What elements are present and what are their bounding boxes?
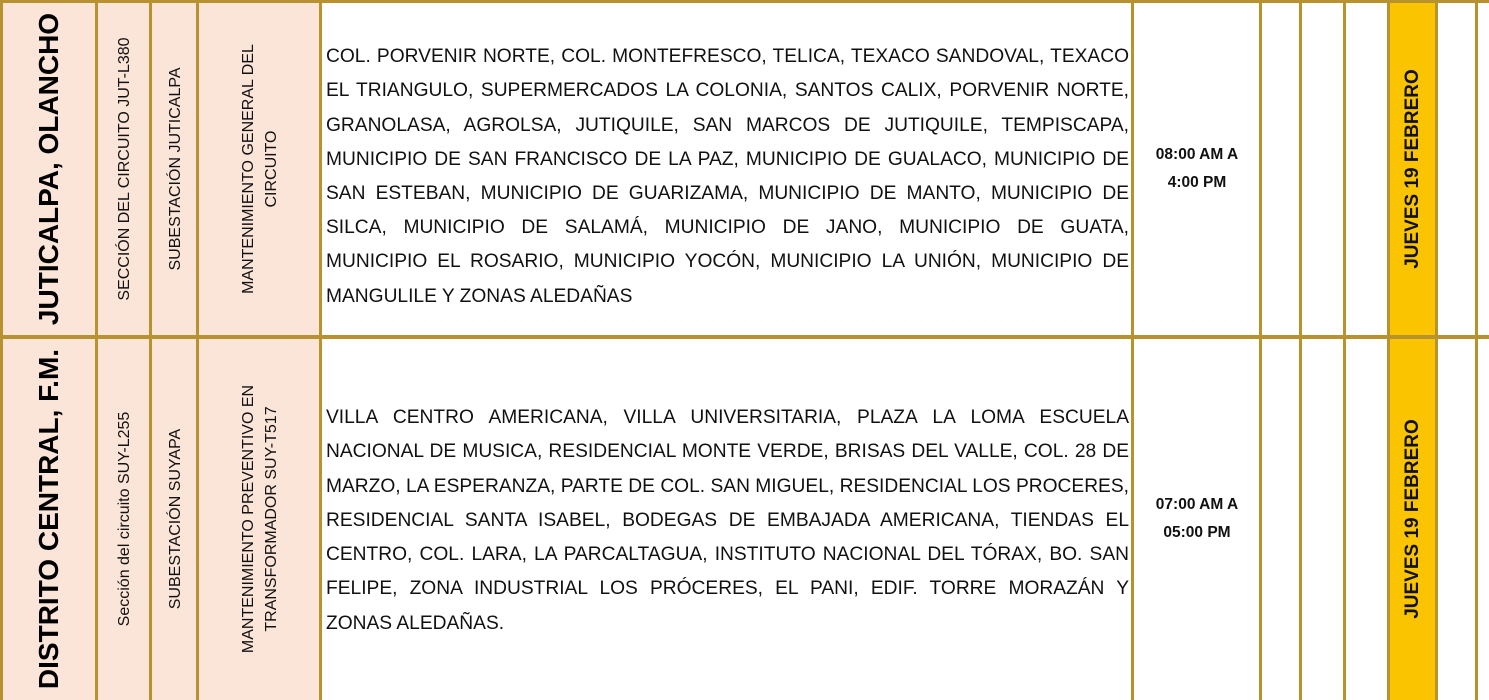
row-divider [0,335,1489,339]
circuit-section: SECCIÓN DEL CIRCUITO JUT-L380 [115,37,133,301]
time-cell [1133,338,1261,700]
substation-cell [151,0,198,338]
date-cell [1389,0,1436,338]
column-divider [1131,0,1134,700]
department-cell [0,0,97,338]
substation: SUBESTACIÓN JUTICALPA [166,67,183,271]
time-start: 08:00 AM A [1155,146,1239,163]
substation-cell [151,338,198,700]
column-divider [1387,0,1390,700]
date: JUEVES 19 FEBRERO [1401,69,1423,269]
substation: SUBESTACIÓN SUYAPA [166,428,183,610]
column-divider [149,0,152,700]
column-divider [196,0,199,700]
circuit-section: Sección del circuito SUY-L255 [115,411,133,627]
department-name: JUTICALPA, OLANCHO [32,12,64,326]
time-end: 05:00 PM [1163,524,1231,541]
column-divider [1259,0,1262,700]
column-divider [1299,0,1302,700]
affected-areas-text: VILLA CENTRO AMERICANA, VILLA UNIVERSITARIA, PLAZA LA LOMA ESCUELA NACIONAL DE MUSICA, RESIDENCIAL MONTE VERDE, BRISAS DEL VALLE, COL. 28 DE MARZO, LA ESPERANZA, PARTE DE COL. SAN MIGUEL, RESIDENCIAL LOS PROCERES, RESIDENCIAL SANTA ISABEL, BODEGAS DE EMBAJADA AMERICANA, TIENDAS EL CENTRO, COL. LARA, LA PARCALTAGUA, INSTITUTO NACIONAL DEL TÓRAX, BO. SAN FELIPE, ZONA INDUSTRIAL LOS PRÓCERES, EL PANI, EDIF. TORRE MORAZÁN Y ZONAS ALEDAÑAS. [326,407,1129,634]
work-description-cell [198,338,321,700]
column-divider [319,0,322,700]
work-description: MANTENIMIENTO PREVENTIVO EN TRANSFORMADOR SUY-T517 [239,384,280,654]
column-divider [1475,0,1478,700]
affected-areas [321,401,1133,641]
circuit-section-cell [97,338,151,700]
time-end: 4:00 PM [1167,174,1227,191]
affected-areas [321,32,1133,322]
date: JUEVES 19 FEBRERO [1401,419,1423,619]
column-divider [1343,0,1346,700]
top-border [0,0,1489,3]
date-cell [1389,338,1436,700]
department-name: DISTRITO CENTRAL, F.M. [32,348,64,690]
column-divider [0,0,3,700]
affected-areas-text: COL. PORVENIR NORTE, COL. MONTEFRESCO, TELICA, TEXACO SANDOVAL, TEXACO EL TRIANGULO, SUPERMERCADOS LA COLONIA, SANTOS CALIX, PORVENIR NORTE, GRANOLASA, AGROLSA, JUTIQUILE, SAN MARCOS DE JUTIQUILE, TEMPISCAPA, MUNICIPIO DE SAN FRANCISCO DE LA PAZ, MUNICIPIO DE GUALACO, MUNICIPIO DE SAN ESTEBAN, MUNICIPIO DE GUARIZAMA, MUNICIPIO DE MANTO, MUNICIPIO DE SILCA, MUNICIPIO DE SALAMÁ, MUNICIPIO DE JANO, MUNICIPIO DE GUATA, MUNICIPIO EL ROSARIO, MUNICIPIO YOCÓN, MUNICIPIO LA UNIÓN, MUNICIPIO DE MANGULILE Y ZONAS ALEDAÑAS [326,46,1129,307]
department-cell [0,338,97,700]
circuit-section-cell [97,0,151,338]
column-divider [1435,0,1438,700]
column-divider [95,0,98,700]
work-description: MANTENIMIENTO GENERAL DEL CIRCUITO [239,44,280,294]
time-start: 07:00 AM A [1155,496,1239,513]
time-cell [1133,0,1261,338]
work-description-cell [198,0,321,338]
